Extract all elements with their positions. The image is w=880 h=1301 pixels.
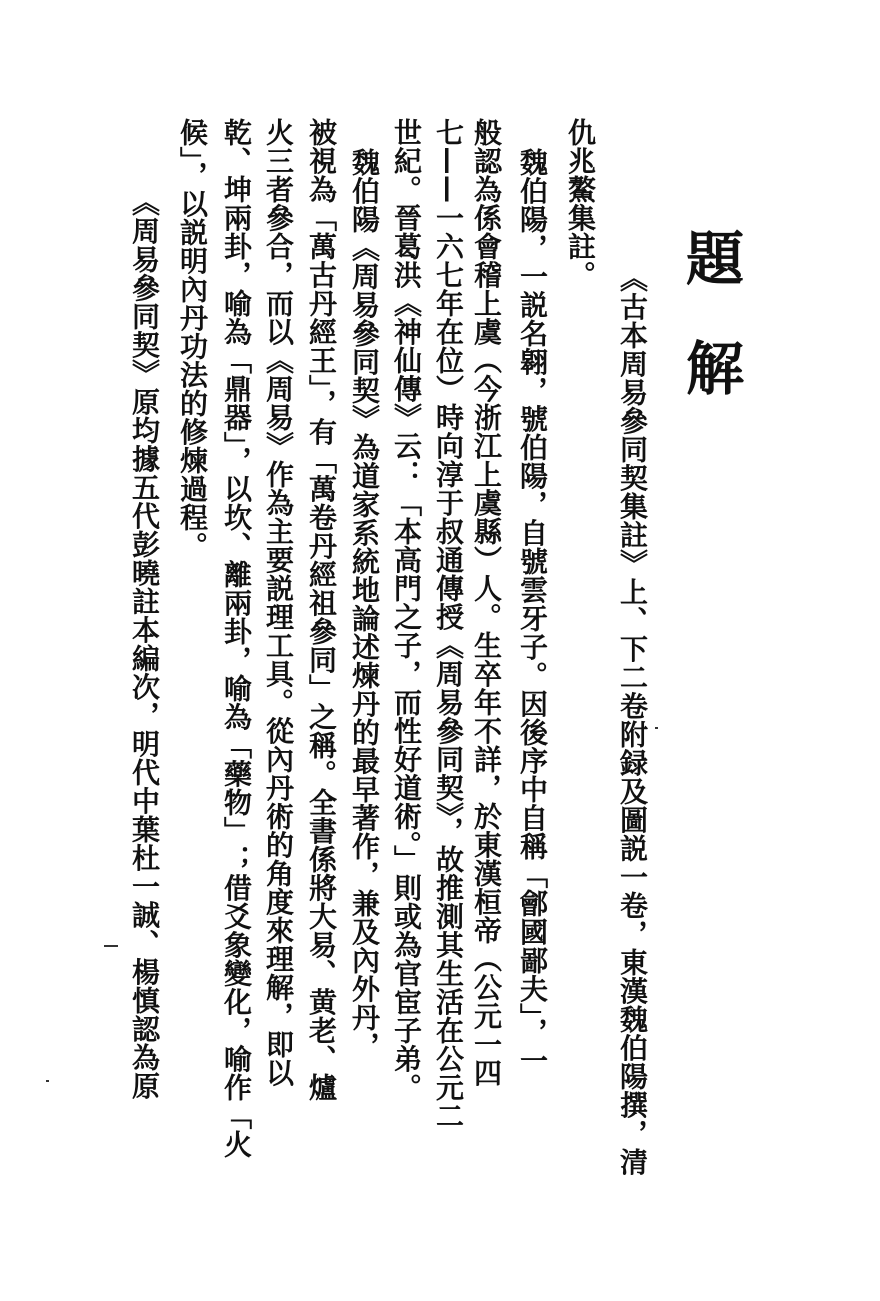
- scan-speck: [655, 727, 658, 729]
- text-column: 被視為「萬古丹經王」，有「萬卷丹經祖參同」之稱。全書係將大易、黄老、爐: [305, 118, 338, 1102]
- scan-speck: [46, 1080, 49, 1082]
- text-column: 火三者參合，而以《周易》作為主要説理工具。從內丹術的角度來理解，即以: [262, 118, 295, 1087]
- text-column: 魏伯陽《周易參同契》為道家系統地論述煉丹的最早著作，兼及內外丹，: [348, 148, 381, 1060]
- text-column: 七——一六七年在位）時向淳于叔通傳授《周易參同契》，故推測其生活在公元二: [432, 118, 465, 1130]
- text-column: 世紀。晉葛洪《神仙傳》云：「本高門之子，而性好道術。」則或為官宦子弟。: [390, 118, 423, 1102]
- text-column: 《古本周易參同契集註》上、下二卷附録及圖説一卷，東漢魏伯陽撰，清: [616, 264, 649, 1176]
- text-column: 《周易參同契》原均據五代彭曉註本編次，明代中葉杜一誠、楊慎認為原: [128, 188, 161, 1100]
- text-column: 乾、坤兩卦，喻為「鼎器」，以坎、離兩卦，喻為「藥物」；借爻象變化，喻作「火: [220, 118, 253, 1159]
- text-column: 仇兆鰲集註。: [564, 118, 597, 289]
- text-column: 魏伯陽，一説名翱，號伯陽，自號雲牙子。因後序中自稱「鄶國鄙夫」，一: [516, 148, 549, 1075]
- text-column: 般認為係會稽上虞（今浙江上虞縣）人。生卒年不詳，於東漢桓帝（公元一四: [470, 118, 503, 1087]
- text-column: 候」，以説明內丹功法的修煉過程。: [176, 118, 209, 560]
- scan-speck: [104, 945, 118, 947]
- page-title: 題解: [676, 228, 744, 448]
